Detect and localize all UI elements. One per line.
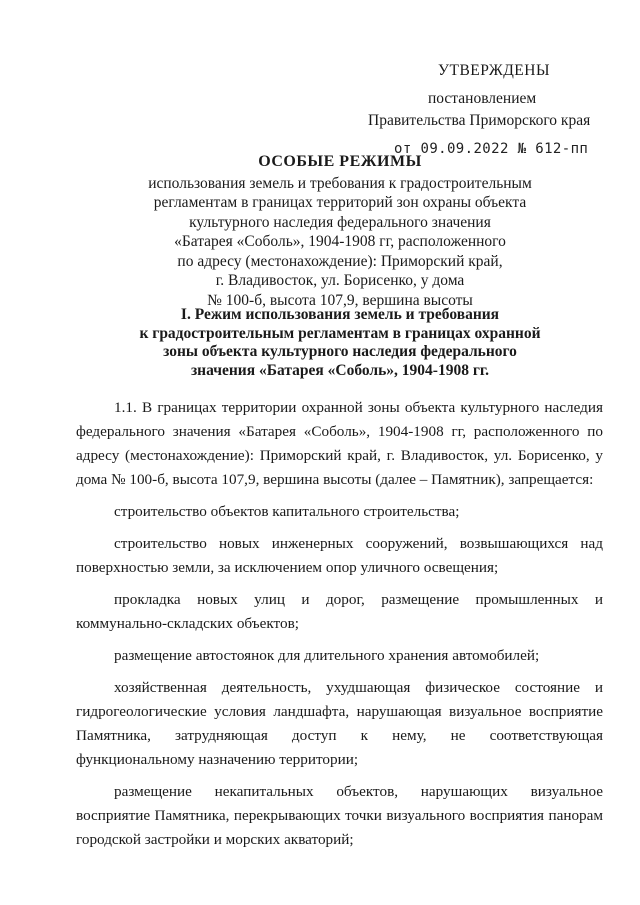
- section-heading: [60, 306, 620, 380]
- section-heading-line: к градостроительным регламентам в границах охранной: [139, 324, 541, 342]
- approval-title: УТВЕРЖДЕНЫ: [438, 62, 550, 79]
- title-line: использования земель и требования к градостроительным: [148, 174, 532, 192]
- list-paragraph: размещение автостоянок для длительного хранения автомобилей;: [114, 647, 540, 664]
- title-line: № 100-б, высота 107,9, вершина высоты: [207, 291, 473, 309]
- title-line: культурного наследия федерального значения: [189, 213, 491, 231]
- title-line: г. Владивосток, ул. Борисенко, у дома: [215, 272, 465, 289]
- approval-line-2: Правительства Приморского края: [368, 112, 591, 129]
- title-line: регламентам в границах территорий зон охраны объекта: [153, 194, 527, 211]
- approval-line-1: постановлением: [428, 90, 537, 107]
- document-title: ОСОБЫЕ РЕЖИМЫ: [258, 153, 422, 170]
- list-paragraph: прокладка новых улиц и дорог, размещение промышленных и коммунально-складских объектов;: [76, 591, 603, 632]
- section-heading-line: I. Режим использования земель и требования: [180, 306, 500, 323]
- section-heading-line: значения «Батарея «Соболь», 1904-1908 гг.: [190, 361, 490, 379]
- list-paragraph: хозяйственная деятельность, ухудшающая физическое состояние и гидрогеологические условия ландшафта, нарушающая визуальное восприятие Памятника, затрудняющая доступ к нему, не соответствующая функциональному назначению территории;: [76, 679, 603, 768]
- body-text: [76, 396, 603, 860]
- approval-block: [360, 60, 620, 160]
- paragraph-1-1: 1.1. В границах территории охранной зоны объекта культурного наследия федерального значения «Батарея «Соболь», 1904-1908 гг, расположенного по адресу (местонахождение): Приморский край, г. Владивосток, ул. Борисенко, у дома № 100-б, высота 107,9, вершина высоты (далее – Памятник), запрещается:: [76, 399, 603, 488]
- list-paragraph: строительство объектов капитального строительства;: [114, 503, 460, 520]
- document-title-block: [60, 152, 620, 310]
- section-heading-line: зоны объекта культурного наследия федерального: [163, 343, 517, 360]
- approval-date-number-stamp: от 09.09.2022 № 612-пп: [394, 141, 589, 157]
- list-paragraph: размещение некапитальных объектов, нарушающих визуальное восприятие Памятника, перекрывающих точки визуального восприятия панорам городской застройки и морских акваторий;: [76, 783, 603, 848]
- list-paragraph: строительство новых инженерных сооружений, возвышающихся над поверхностью земли, за исключением опор уличного освещения;: [76, 535, 603, 576]
- title-line: «Батарея «Соболь», 1904-1908 гг, расположенного: [174, 233, 506, 250]
- title-line: по адресу (местонахождение): Приморский край,: [177, 252, 503, 270]
